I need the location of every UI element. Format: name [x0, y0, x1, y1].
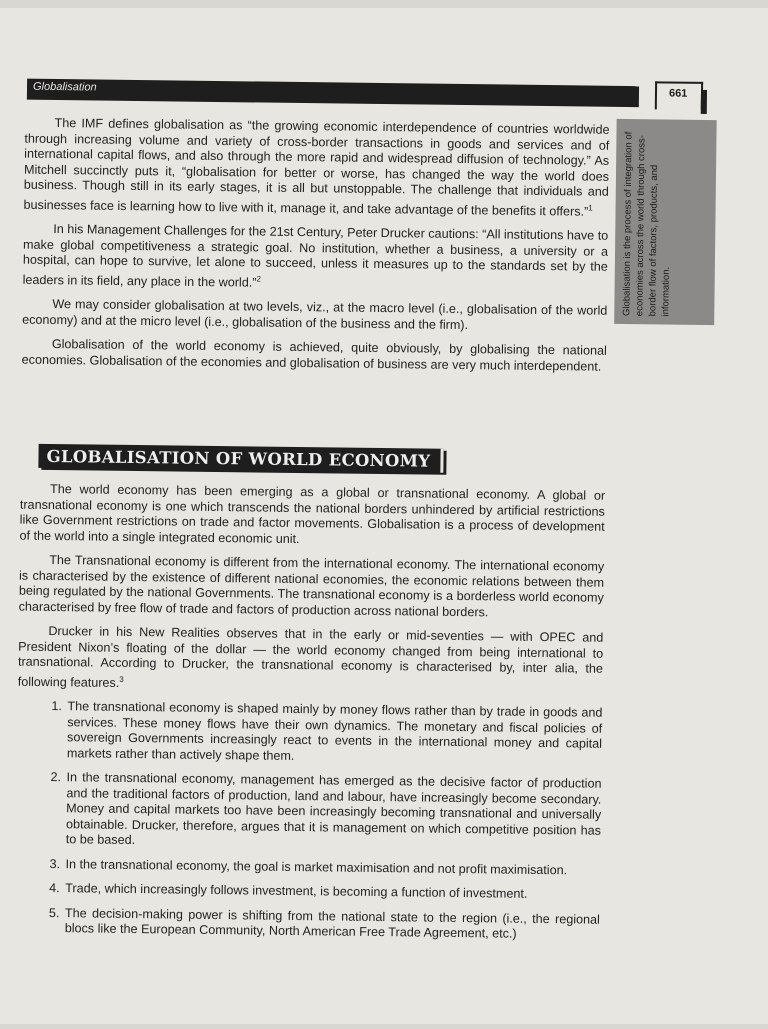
- paragraph-drucker-challenges: In his Management Challenges for the 21st Century, Peter Drucker cautions: “All institutions have to make global competitiveness a strategic goal. No institution, whether a business, a university or a hospital, can hope to survive, let alone to succeed, unless it measures up to the standards set by the leaders in its field, any place in the world.”$^2$: [22, 222, 609, 290]
- paragraph-interdependence: Globalisation of the world economy is achieved, quite obviously, by globalising the national economies. Globalisation of the economies and globalisation of business are very much interdependent.: [21, 337, 607, 374]
- section-heading: GLOBALISATION OF WORLD ECONOMY: [38, 444, 443, 473]
- margin-note-text: Globalisation is the process of integration of economies across the world through cross-border flow of factors, products, and information.: [621, 131, 672, 317]
- footnote-mark: 3: [119, 674, 124, 684]
- features-list: [15, 699, 603, 944]
- list-item: 2. In the transnational economy, management has emerged as the decisive factor of production and the traditional factors of production, land and labour, have increasingly become secondary. Money and capital markets too have been increasingly becoming transnational and universally obtainable. Drucker, therefore, argues that it is management on which competitive position has to be based.: [64, 770, 602, 854]
- footnote-mark: 1: [588, 203, 593, 213]
- running-header: [27, 79, 639, 107]
- list-item: 5. The decision-making power is shifting from the national state to the region (i.e., the regional blocs like the European Community, North American Free Trade Agreement, etc.): [63, 906, 600, 944]
- paragraph-two-levels: We may consider globalisation at two levels, viz., at the macro level (i.e., globalisation of the world economy) and at the micro level (i.e., globalisation of the business and the firm).: [22, 297, 608, 332]
- paragraph-international-vs-transnational: The Transnational economy is different from the international economy. The international economy is characterised by the existence of different national economies, the economic relations between them being regulated by the national Governments. The transnational economy is a borderless world economy characterised by free flow of trade and factors of production across national borders.: [18, 552, 605, 619]
- page-number-tab: [701, 90, 707, 114]
- paragraph-drucker-new-realities: Drucker in his New Realities observes that in the early or mid-seventies — with OPEC and President Nixon’s floating of the dollar — the world economy changed from being international to transnational. According to Drucker, the transnational economy is characterised by, inter alia, the following features.$^3$: [17, 623, 604, 690]
- list-item: 1. The transnational economy is shaped mainly by money flows rather than by trade in goods and services. These money flows have their own dynamics. The monetary and fiscal policies of sovereign Governments increasingly react to events in the international money and capital markets rather than actively shape them.: [65, 699, 603, 768]
- footnote-mark: 2: [256, 274, 262, 284]
- page-number: 661: [668, 87, 688, 100]
- margin-note-panel: [614, 119, 716, 325]
- intro-section: [21, 116, 609, 385]
- paragraph-transnational-definition: The world economy has been emerging as a global or transnational economy. A global or transnational economy is one which transcends the national borders unhindered by artificial restrictions like Government restrictions on trade and factor movements. Globalisation is a process of development of the world into a single integrated economic unit.: [19, 481, 606, 546]
- world-economy-section: [15, 482, 606, 953]
- page-number-box: [655, 81, 703, 110]
- running-title: Globalisation: [32, 80, 97, 94]
- paragraph-imf-definition: The IMF defines globalisation as “the growing economic interdependence of countries worldwide through increasing volume and variety of cross-border transactions in goods and services and of international capital flows, and also through the more rapid and widespread diffusion of technology.” As Mitchell succinctly puts it, “globalisation for better or worse, has changed the way the world does business. Though still in its early stages, it is all but unstoppable. The challenge that individuals and businesses face is learning how to live with it, manage it, and take advantage of the benefits it offers.”$^1$: [23, 115, 610, 219]
- list-item: 4. Trade, which increasingly follows investment, is becoming a function of investment.: [63, 881, 600, 903]
- list-item: 3. In the transnational economy, the goal is market maximisation and not profit maximisation.: [63, 857, 600, 879]
